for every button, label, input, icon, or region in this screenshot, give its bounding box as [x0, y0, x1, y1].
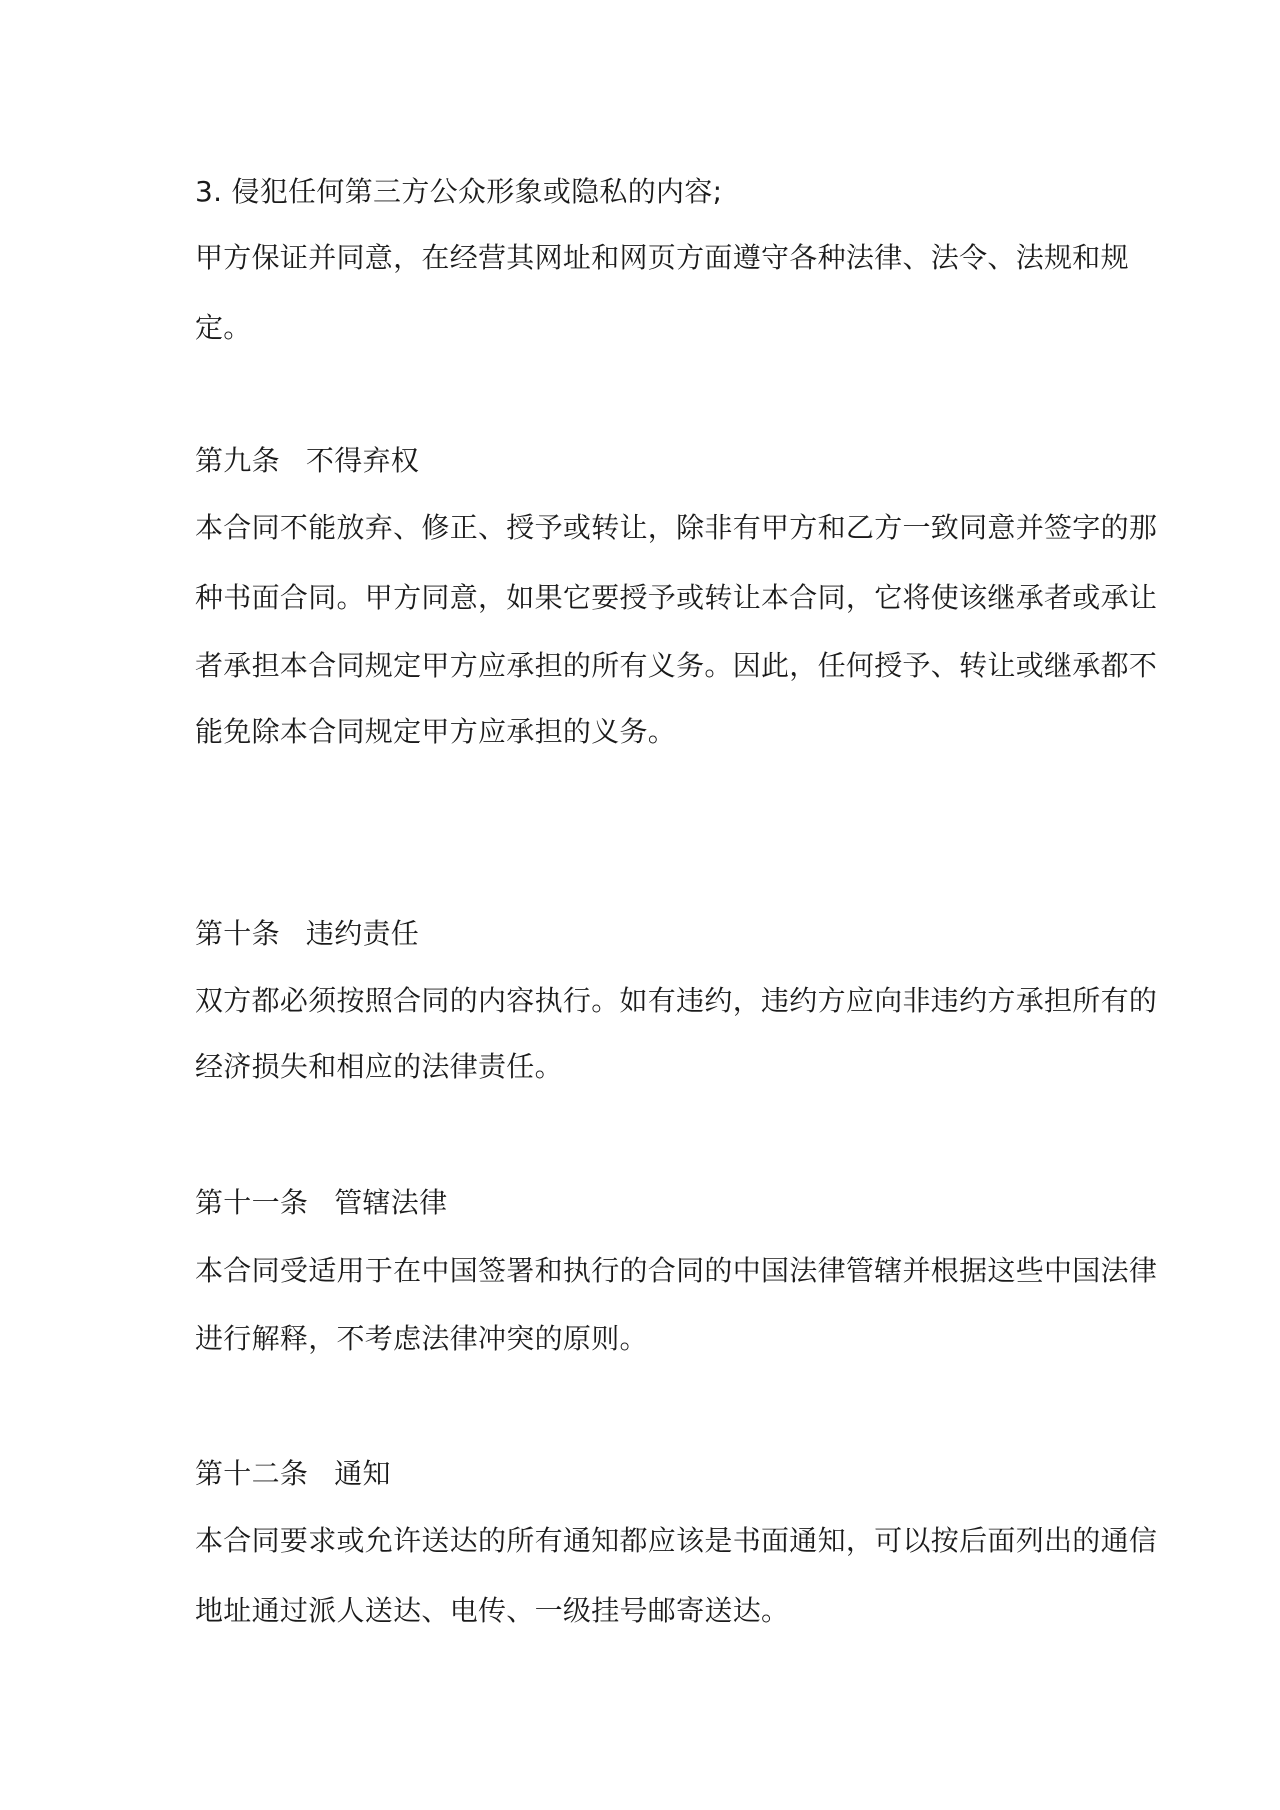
- article-9-line: 者承担本合同规定甲方应承担的所有义务。因此，任何授予、转让或继承都不: [195, 649, 1158, 682]
- article-9-line: 本合同不能放弃、修正、授予或转让，除非有甲方和乙方一致同意并签字的那: [195, 511, 1158, 544]
- article-title: 管辖法律: [334, 1186, 448, 1219]
- article-10-line: 双方都必须按照合同的内容执行。如有违约，违约方应向非违约方承担所有的: [195, 984, 1158, 1017]
- article-number: 第九条: [195, 444, 280, 477]
- article-number: 第十条: [195, 917, 280, 950]
- article-12-line: 地址通过派人送达、电传、一级挂号邮寄送达。: [195, 1594, 790, 1627]
- article-11-heading: [195, 1185, 1095, 1221]
- article-9-line: 能免除本合同规定甲方应承担的义务。: [195, 715, 677, 748]
- article-11-line: 本合同受适用于在中国签署和执行的合同的中国法律管辖并根据这些中国法律: [195, 1254, 1158, 1287]
- article-9-line: 种书面合同。甲方同意，如果它要授予或转让本合同，它将使该继承者或承让: [195, 581, 1158, 614]
- clause-item-3: 3. 侵犯任何第三方公众形象或隐私的内容;: [195, 175, 723, 208]
- article-10-heading: [195, 916, 1095, 952]
- article-title: 违约责任: [305, 917, 420, 950]
- article-title: 通知: [334, 1457, 391, 1490]
- compliance-line: 定。: [195, 311, 252, 344]
- compliance-line: 甲方保证并同意，在经营其网址和网页方面遵守各种法律、法令、法规和规: [195, 241, 1129, 274]
- article-number: 第十一条: [195, 1186, 309, 1219]
- article-9-heading: [195, 443, 1095, 479]
- article-11-line: 进行解释，不考虑法律冲突的原则。: [195, 1322, 648, 1355]
- article-title: 不得弃权: [305, 444, 420, 477]
- article-10-line: 经济损失和相应的法律责任。: [195, 1050, 563, 1083]
- article-12-line: 本合同要求或允许送达的所有通知都应该是书面通知，可以按后面列出的通信: [195, 1524, 1158, 1557]
- article-number: 第十二条: [195, 1457, 309, 1490]
- article-12-heading: [195, 1456, 1095, 1492]
